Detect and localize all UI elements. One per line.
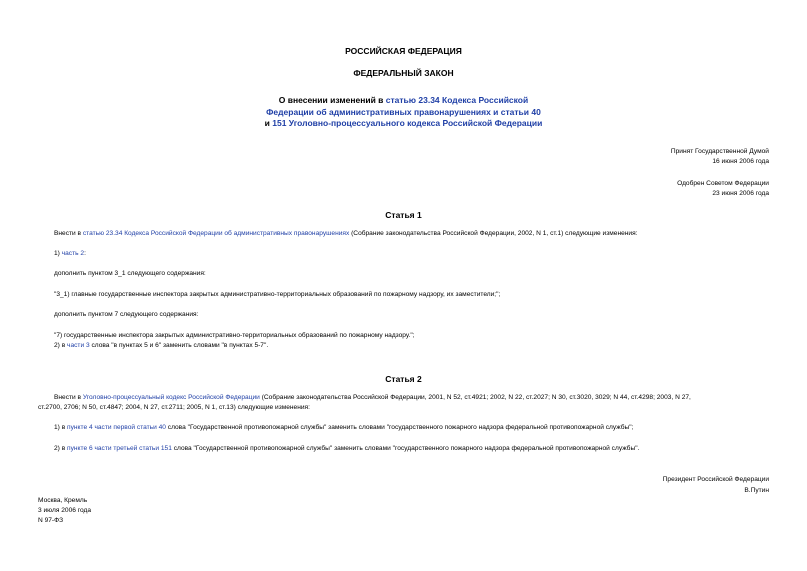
approved-date: 23 июня 2006 года	[712, 190, 769, 197]
title-text: и	[264, 118, 273, 128]
title-link-koap[interactable]: Федерации об административных правонарушениях и статьи 40	[266, 106, 541, 117]
accepted-by-duma: Принят Государственной Думой	[670, 148, 769, 155]
paragraph-text: Внести в	[54, 394, 83, 401]
link-part-3[interactable]: части 3	[67, 342, 90, 349]
signature-position: Президент Российской Федерации	[662, 476, 769, 483]
paragraph-text: (Собрание законодательства Российской Федерации, 2002, N 1, ст.1) следующие изменения:	[349, 230, 638, 237]
article-2-paragraph-3	[54, 445, 639, 452]
link-article-151[interactable]: пункте 6 части третьей статьи 151	[67, 445, 172, 452]
title-link-article-23-34[interactable]: статью 23.34 Кодекса Российской	[385, 95, 529, 105]
accepted-date: 16 июня 2006 года	[712, 158, 769, 165]
paragraph-text: слова "в пунктах 5 и 6" заменить словами "в пунктах 5-7".	[89, 342, 269, 349]
paragraph-text: (Собрание законодательства Российской Федерации, 2001, N 52, ст.4921; 2002, N 22, ст.2027; N 30, ст.3020, 3029; N 44, ст.4298; 2003, N 27,	[259, 394, 691, 401]
footer-place: Москва, Кремль	[38, 497, 88, 504]
footer-date: 3 июля 2006 года	[38, 507, 92, 514]
article-1-heading: Статья 1	[385, 210, 422, 220]
title-link-upk[interactable]: 151 Уголовно-процессуального кодекса Российской Федерации	[272, 118, 543, 128]
article-1-paragraph-7	[54, 342, 268, 349]
link-upk[interactable]: Уголовно-процессуальный кодекс Российской Федерации	[82, 394, 260, 401]
article-1-paragraph-6: "7) государственные инспектора закрытых административно-территориальных образований по пожарному надзору.";	[54, 332, 415, 339]
paragraph-text: 2) в	[54, 342, 68, 349]
link-article-40[interactable]: пункте 4 части первой статьи 40	[67, 424, 166, 431]
article-1-paragraph-4: "3_1) главные государственные инспектора закрытых административно-территориальных образований по пожарному надзору, их заместители;";	[54, 291, 501, 298]
paragraph-text: 1) в	[54, 424, 68, 431]
paragraph-text: :	[84, 250, 86, 257]
link-article-23-34[interactable]: статью 23.34 Кодекса Российской Федерации об административных правонарушениях	[82, 230, 350, 237]
title-line-3	[0, 118, 807, 130]
link-part-2[interactable]: часть 2	[61, 250, 85, 257]
article-2-paragraph-1-continued: ст.2700, 2706; N 50, ст.4847; 2004, N 27, ст.2711; 2005, N 1, ст.13) следующие изменения:	[38, 404, 310, 411]
title-text: О внесении изменений в	[278, 95, 386, 105]
federation-heading: РОССИЙСКАЯ ФЕДЕРАЦИЯ	[345, 46, 462, 56]
article-2-heading: Статья 2	[385, 374, 422, 384]
article-2-paragraph-2	[54, 424, 633, 431]
law-title	[0, 95, 807, 130]
paragraph-text: 2) в	[54, 445, 68, 452]
signature-name: В.Путин	[744, 487, 769, 494]
approved-by-council: Одобрен Советом Федерации	[677, 180, 769, 187]
article-1-paragraph-2	[54, 250, 86, 257]
article-2-paragraph-1	[54, 394, 691, 401]
article-1-paragraph-5: дополнить пунктом 7 следующего содержания:	[54, 311, 199, 318]
paragraph-text: 1)	[54, 250, 62, 257]
title-line-1	[0, 95, 807, 107]
title-line-2	[0, 107, 807, 119]
paragraph-text: слова "Государственной противопожарной службы" заменить словами "государственного пожарного надзора федеральной противопожарной службы";	[165, 424, 634, 431]
paragraph-text: слова "Государственной противопожарной службы" заменить словами "государственного пожарного надзора федеральной противопожарной службы".	[171, 445, 640, 452]
article-1-paragraph-1	[54, 230, 637, 237]
paragraph-text: Внести в	[54, 230, 83, 237]
footer-number: N 97-ФЗ	[38, 517, 64, 524]
article-1-paragraph-3: дополнить пунктом 3_1 следующего содержания:	[54, 270, 206, 277]
law-type-heading: ФЕДЕРАЛЬНЫЙ ЗАКОН	[353, 68, 454, 78]
